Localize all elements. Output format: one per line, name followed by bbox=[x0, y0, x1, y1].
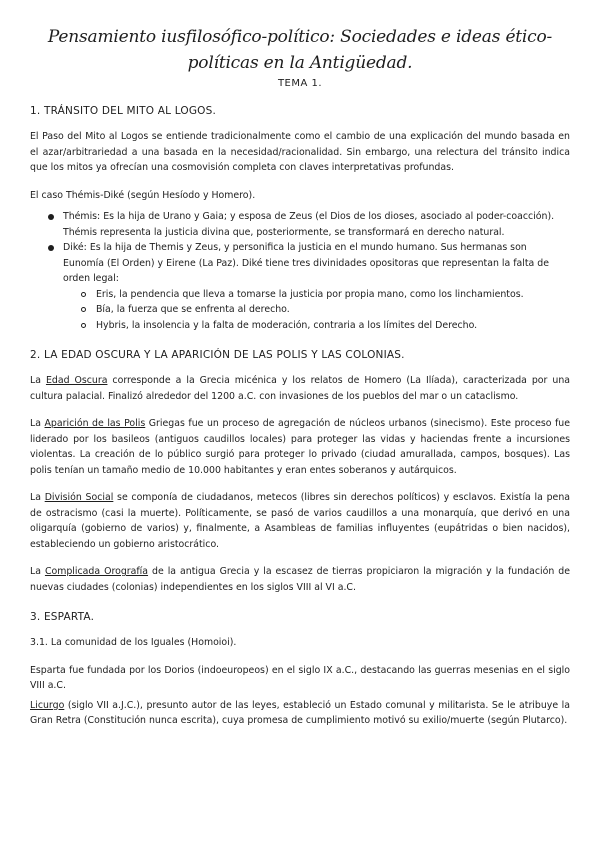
term-aparicion-polis: Aparición de las Polis bbox=[44, 418, 146, 429]
term-edad-oscura: Edad Oscura bbox=[45, 375, 108, 386]
section-2-paragraph-3 bbox=[30, 490, 570, 552]
list-item-bia: Bía, la fuerza que se enfrenta al derecho. bbox=[81, 302, 570, 318]
text-fragment: La bbox=[30, 566, 45, 577]
list-item-themis: Thémis: Es la hija de Urano y Gaia; y esposa de Zeus (el Dios de los dioses, asociado al poder-coacción). Thémis representa la justicia divina que, posteriormente, se transformará en derecho natural. bbox=[48, 209, 570, 240]
section-3-paragraph-1: Esparta fue fundada por los Dorios (indoeuropeos) en el siglo IX a.C., destacando las guerras mesenias en el siglo VIII a.C. bbox=[30, 664, 570, 691]
text-fragment: La bbox=[30, 492, 45, 503]
divinities-list bbox=[30, 209, 570, 333]
document-subtitle: TEMA 1. bbox=[277, 78, 323, 89]
section-3-1-heading: 3.1. La comunidad de los Iguales (Homoioi). bbox=[30, 637, 237, 648]
list-item-dike bbox=[48, 240, 570, 333]
document-title: Pensamiento iusfilosófico-político: Sociedades e ideas ético-políticas en la Antigüedad. bbox=[47, 27, 553, 73]
section-2-paragraph-4 bbox=[30, 564, 570, 595]
section-3-heading: 3. ESPARTA. bbox=[30, 611, 95, 623]
term-licurgo: Licurgo bbox=[30, 699, 65, 711]
section-1-paragraph-2: El caso Thémis-Diké (según Hesíodo y Homero). bbox=[30, 189, 256, 201]
opposing-divinities-list bbox=[63, 287, 570, 334]
term-complicada-orografia: Complicada Orografía bbox=[44, 566, 149, 577]
section-1-paragraph-1: El Paso del Mito al Logos se entiende tradicionalmente como el cambio de una explicación del mundo basada en el azar/arbitrariedad a una basada en la necesidad/racionalidad. Sin embargo, una relectura del tránsito indica que los mitos ya ofrecían una cosmovisión completa con claves interpretativas profundas. bbox=[30, 131, 570, 173]
list-item-hybris: Hybris, la insolencia y la falta de moderación, contraria a los límites del Derecho. bbox=[81, 318, 570, 334]
section-2-paragraph-1 bbox=[30, 373, 570, 404]
text-fragment: corresponde a la Grecia micénica y los relatos de Homero (La Ilíada), caracterizada por una cultura palacial. Finalizó alrededor del 1200 a.C. con invasiones de los pueblos del mar o un cataclismo. bbox=[30, 375, 571, 402]
text-fragment: La bbox=[30, 418, 45, 429]
text-fragment: (siglo VII a.J.C.), presunto autor de las leyes, estableció un Estado comunal y militarista. Se le atribuye la Gran Retra (Constitución nunca escrita), cuya promesa de cumplimiento motivó su exilio/muerte (según Plutarco). bbox=[30, 699, 570, 726]
text-fragment: Griegas fue un proceso de agregación de núcleos urbanos (sinecismo). Este proceso fue liderado por los basileos (antiguos caudillos locales) para proteger las vidas y haciendas frente a incursiones violentas. La creación de lo público surgió para proteger lo privado (ciudad amurallada, campos, bosques). Las polis tenían un tamaño medio de 10.000 habitantes y eran entes soberanos y autárquicos. bbox=[30, 418, 571, 476]
section-1-heading: 1. TRÁNSITO DEL MITO AL LOGOS. bbox=[30, 105, 217, 117]
list-item-eris: Eris, la pendencia que lleva a tomarse la justicia por propia mano, como los linchamientos. bbox=[81, 287, 570, 303]
section-2-paragraph-2 bbox=[30, 416, 570, 478]
text-fragment: de la antigua Grecia y la escasez de tierras propiciaron la migración y la fundación de nuevas ciudades (colonias) independientes en los siglos VIII al VI a.C. bbox=[30, 566, 570, 593]
section-3-paragraph-2 bbox=[30, 698, 570, 729]
text-fragment: se componía de ciudadanos, metecos (libres sin derechos políticos) y esclavos. Existía la pena de ostracismo (casi la muerte). Políticamente, se pasó de varios caudillos a una monarquía, que derivó en una oligarquía (gobierno de varios) y, finalmente, a Asambleas de familias influyentes (eupátridas o bien nacidos), estableciendo un gobierno aristocrático. bbox=[30, 492, 571, 550]
term-division-social: División Social bbox=[44, 492, 114, 503]
text-fragment: La bbox=[30, 375, 46, 386]
dike-text: Diké: Es la hija de Themis y Zeus, y personifica la justicia en el mundo humano. Sus hermanas son Eunomía (El Orden) y Eirene (La Paz). Diké tiene tres divinidades opositoras que representan la falta de orden legal: bbox=[63, 242, 549, 284]
section-2-heading: 2. LA EDAD OSCURA Y LA APARICIÓN DE LAS POLIS Y LAS COLONIAS. bbox=[30, 349, 405, 361]
